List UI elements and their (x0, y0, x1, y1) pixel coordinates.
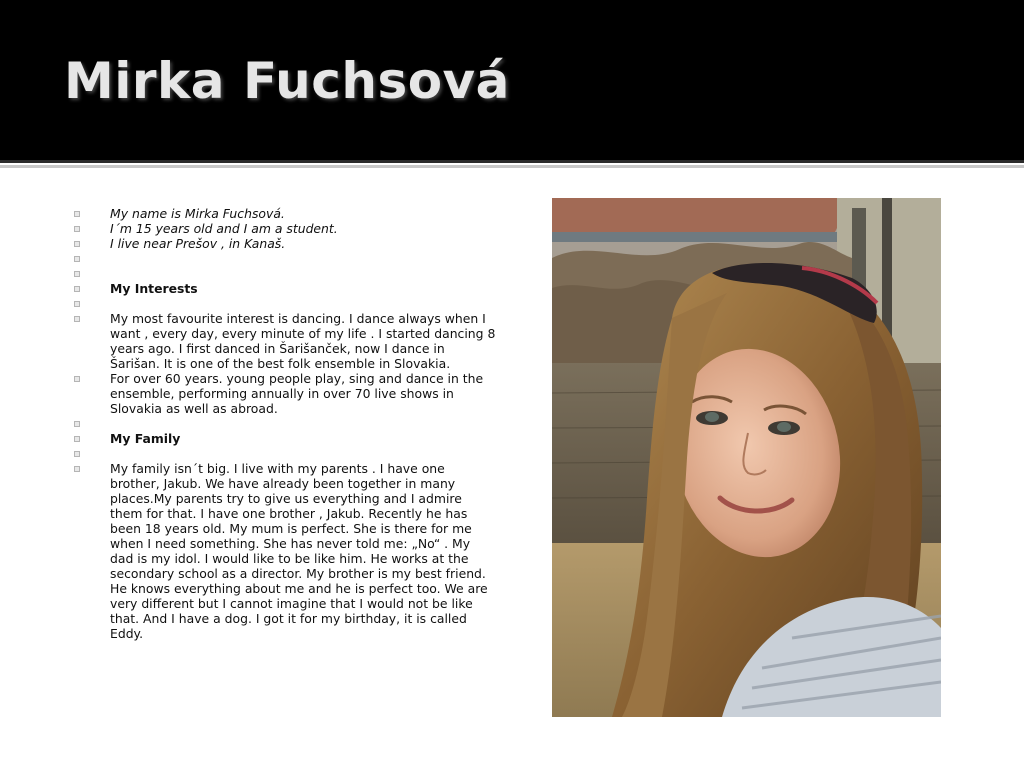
title-bar (0, 0, 1024, 160)
title-divider-dark (0, 160, 1024, 163)
title-divider-light (0, 165, 1024, 168)
bullet-list (72, 206, 496, 641)
bullet-item: My family isn´t big. I live with my parents . I have one brother, Jakub. We have already been together in many places.My parents try to give us everything and I admire them for that. I have one brother , Jakub. Recently he has been 18 years old. My mum is perfect. She is there for me when I need something. She has never told me: „No“ . My dad is my idol. I would like to be like him. He works at the secondary school as a director. My brother is my best friend. He knows everything about me and he is perfect too. We are very different but I cannot imagine that I would not be like that. And I have a dog. I got it for my birthday, it is called Eddy. (72, 461, 496, 641)
portrait-photo (552, 198, 941, 717)
slide-title: Mirka Fuchsová (64, 52, 510, 110)
bullet-item: I´m 15 years old and I am a student. (72, 221, 496, 236)
section-heading-family: My Family (72, 431, 496, 446)
bullet-item-empty (72, 296, 496, 311)
bullet-item: For over 60 years. young people play, sing and dance in the ensemble, performing annually in over 70 live shows in Slovakia as well as abroad. (72, 371, 496, 416)
bullet-item: I live near Prešov , in Kanaš. (72, 236, 496, 251)
bullet-item-empty (72, 446, 496, 461)
bullet-item: My most favourite interest is dancing. I dance always when I want , every day, every minute of my life . I started dancing 8 years ago. I first danced in Šarišanček, now I dance in Šarišan. It is one of the best folk ensemble in Slovakia. (72, 311, 496, 371)
bullet-item-empty (72, 266, 496, 281)
bullet-item-empty (72, 251, 496, 266)
section-heading-interests: My Interests (72, 281, 496, 296)
bullet-item: My name is Mirka Fuchsová. (72, 206, 496, 221)
bullet-item-empty (72, 416, 496, 431)
